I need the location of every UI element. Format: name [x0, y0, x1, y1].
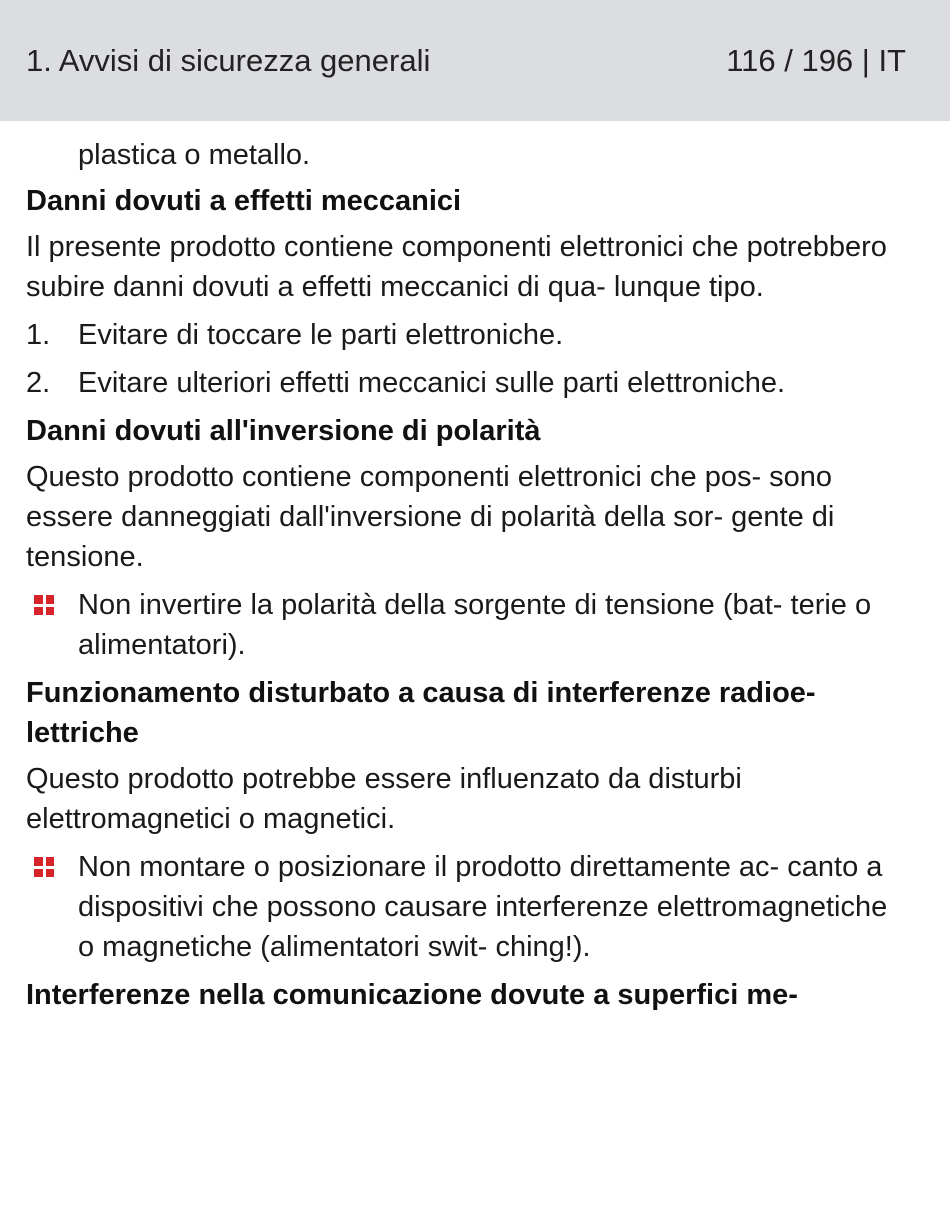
numbered-item — [26, 363, 910, 403]
heading-communication-interference: Interferenze nella comunicazione dovute a superfici me- — [26, 979, 798, 1011]
paragraph-polarity-damage: Questo prodotto contiene componenti elettronici che pos- sono essere danneggiati dall'inversione di polarità della sor- gente di tensione. — [26, 461, 835, 573]
bullet-text: Non invertire la polarità della sorgente di tensione (bat- terie o alimentatori). — [78, 589, 872, 661]
item-text: Evitare ulteriori effetti meccanici sulle parti elettroniche. — [78, 367, 786, 399]
bullet-item — [26, 847, 910, 967]
paragraph-mechanical-damage: Il presente prodotto contiene componenti elettronici che potrebbero subire danni dovuti a effetti meccanici di qua- lunque tipo. — [26, 231, 887, 303]
heading-mechanical-damage: Danni dovuti a effetti meccanici — [26, 185, 462, 217]
item-text: Evitare di toccare le parti elettroniche. — [78, 319, 564, 351]
red-bullet-icon — [34, 595, 54, 615]
document-body — [0, 121, 950, 1015]
continuation-text: plastica o metallo. — [78, 139, 311, 171]
page-header — [0, 0, 950, 121]
paragraph-radio-interference: Questo prodotto potrebbe essere influenzato da disturbi elettromagnetici o magnetici. — [26, 763, 742, 835]
item-number: 2. — [26, 367, 51, 399]
numbered-item — [26, 315, 910, 355]
item-number: 1. — [26, 319, 51, 351]
heading-polarity-damage: Danni dovuti all'inversione di polarità — [26, 415, 541, 447]
red-bullet-icon — [34, 857, 54, 877]
heading-radio-interference: Funzionamento disturbato a causa di interferenze radioe- lettriche — [26, 677, 816, 749]
bullet-item — [26, 585, 910, 665]
page-info: 116 / 196 | IT — [726, 42, 906, 78]
bullet-text: Non montare o posizionare il prodotto direttamente ac- canto a dispositivi che possono causare interferenze elettromagnetiche o magnetiche (alimentatori swit- ching!). — [78, 851, 888, 963]
section-title: 1. Avvisi di sicurezza generali — [26, 42, 431, 78]
